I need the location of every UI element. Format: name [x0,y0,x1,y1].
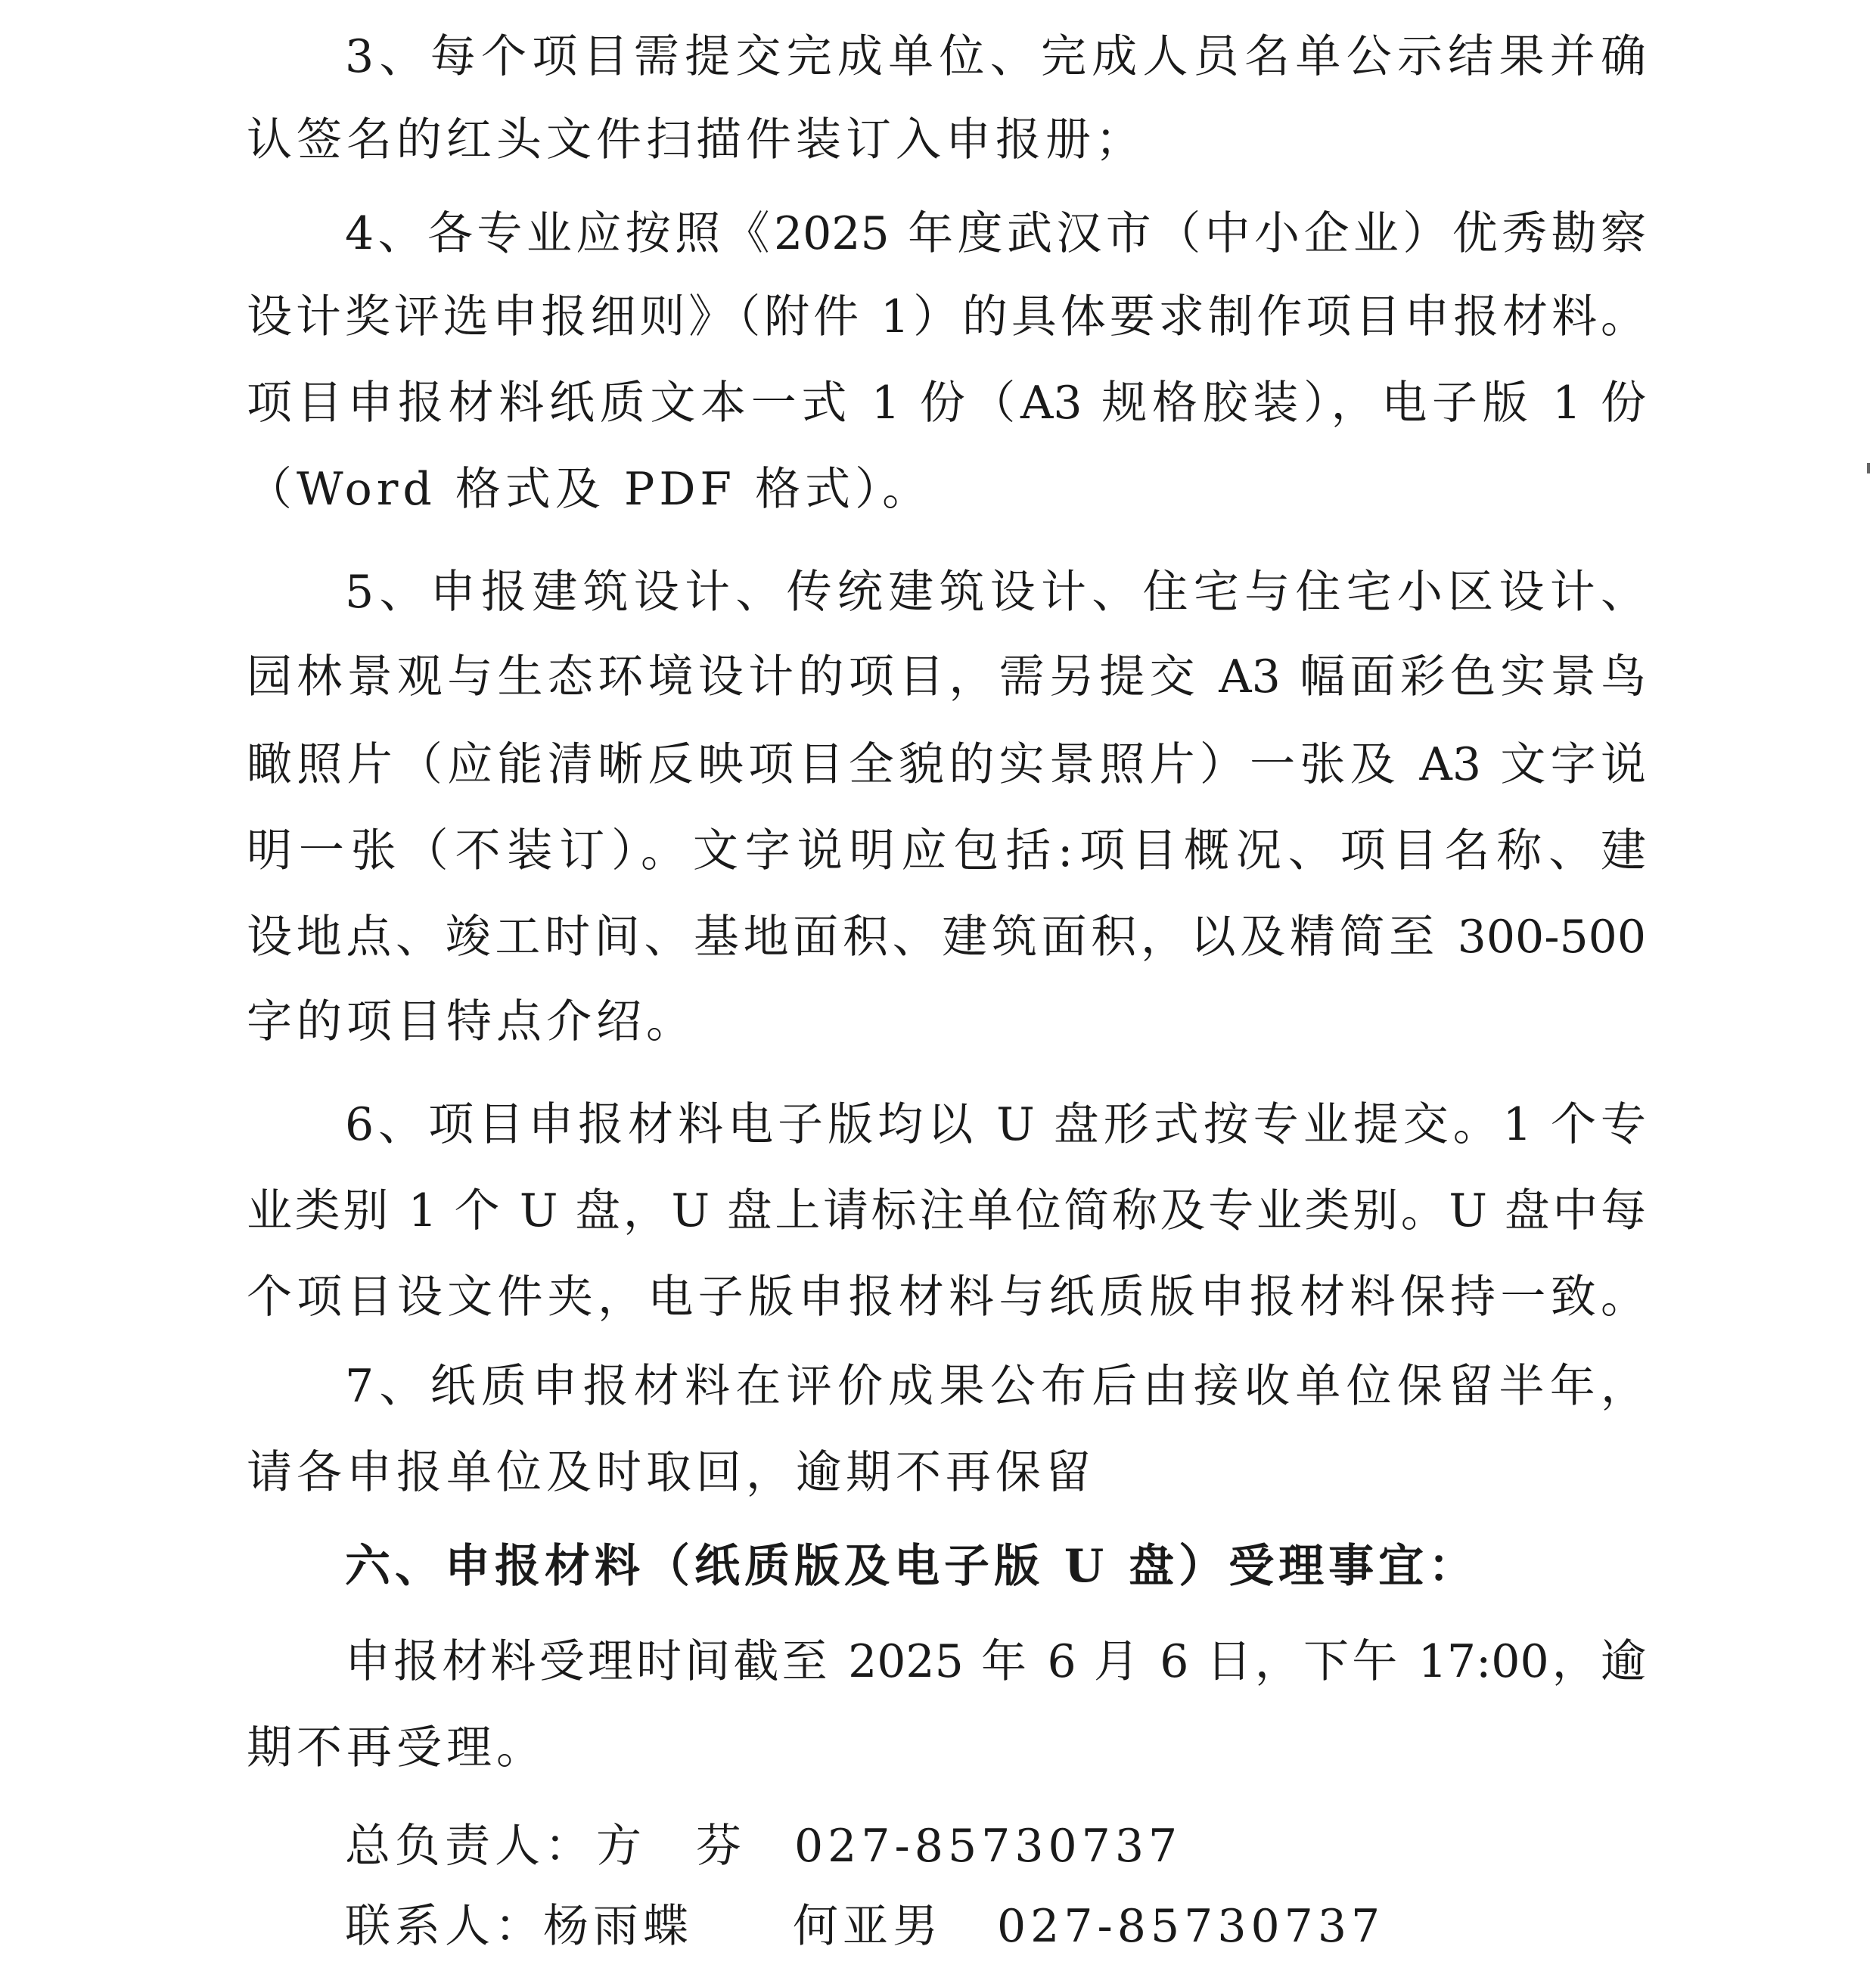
item-7-line-2: 请各申报单位及时取回，逾期不再保留 [247,1446,1095,1499]
deadline-line-2: 期不再受理。 [247,1721,546,1774]
item-3-line-2: 认签名的红头文件扫描件装订入申报册； [247,113,1145,166]
lead-contact-name: 方 芬 [596,1820,746,1873]
item-5-line-6: 字的项目特点介绍。 [247,995,696,1048]
item-4-line-4: （Word 格式及 PDF 格式）。 [247,463,933,516]
liaison-contact-names: 杨雨蝶 何亚男 [543,1900,943,1953]
item-4-line-1: 4、各专业应按照《2025 年度武汉市（中小企业）优秀勘察 [345,207,1646,260]
item-4-line-3: 项目申报材料纸质文本一式 1 份（A3 规格胶装），电子版 1 份 [247,377,1646,430]
item-6-line-2: 业类别 1 个 U 盘，U 盘上请标注单位简称及专业类别。U 盘中每 [247,1184,1646,1237]
lead-contact-label: 总负责人： [345,1820,595,1873]
item-7-line-1: 7、纸质申报材料在评价成果公布后由接收单位保留半年， [345,1360,1646,1413]
item-5-line-4: 明一张（不装订）。文字说明应包括:项目概况、项目名称、建 [247,824,1646,877]
liaison-contact-phone: 027-85730737 [997,1900,1385,1953]
section-heading: 六、申报材料（纸质版及电子版 U 盘）受理事宜： [345,1540,1479,1593]
item-5-line-2: 园林景观与生态环境设计的项目，需另提交 A3 幅面彩色实景鸟 [247,650,1646,703]
item-5-line-5: 设地点、竣工时间、基地面积、建筑面积，以及精简至 300-500 [247,911,1646,964]
item-5-line-3: 瞰照片（应能清晰反映项目全貌的实景照片）一张及 A3 文字说 [247,738,1646,791]
item-6-line-1: 6、项目申报材料电子版均以 U 盘形式按专业提交。1 个专 [345,1098,1646,1151]
lead-contact-phone: 027-85730737 [794,1820,1182,1873]
liaison-contact-label: 联系人： [345,1900,545,1953]
item-4-line-2: 设计奖评选申报细则》（附件 1）的具体要求制作项目申报材料。 [247,290,1646,343]
item-5-line-1: 5、申报建筑设计、传统建筑设计、住宅与住宅小区设计、 [345,566,1646,619]
item-6-line-3: 个项目设文件夹，电子版申报材料与纸质版申报材料保持一致。 [247,1271,1646,1324]
scan-speck [1867,463,1870,473]
deadline-line-1: 申报材料受理时间截至 2025 年 6 月 6 日，下午 17:00，逾 [345,1635,1646,1688]
item-3-line-1: 3、每个项目需提交完成单位、完成人员名单公示结果并确 [345,30,1646,83]
